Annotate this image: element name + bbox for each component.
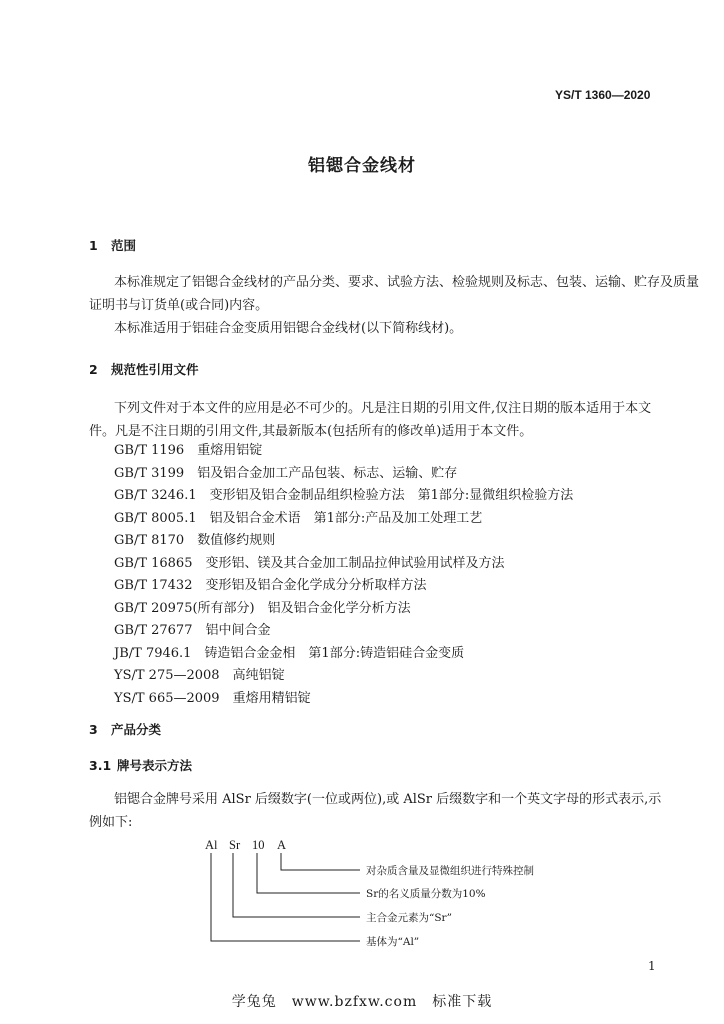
reference-item: GB/T 17432 变形铝及铝合金化学成分分析取样方法 [114, 578, 427, 593]
reference-item: YS/T 275—2008 高纯铝锭 [114, 668, 285, 683]
footer-watermark: 学兔兔 www.bzfxw.com 标准下载 [231, 994, 493, 1010]
reference-item: YS/T 665—2009 重熔用精铝锭 [114, 690, 311, 706]
section-number: 1 [89, 238, 98, 253]
reference-list [114, 440, 573, 710]
document-title: 铝锶合金线材 [308, 156, 416, 176]
page-number: 1 [648, 959, 656, 973]
designation-part-number: 10 [252, 838, 265, 852]
designation-part-letter: A [277, 838, 287, 852]
reference-item: GB/T 8005.1 铝及铝合金术语 第1部分:产品及加工处理工艺 [114, 510, 483, 526]
section-title: 范围 [111, 238, 137, 253]
designation-label-3: 主合金元素为“Sr” [366, 912, 452, 924]
reference-item: GB/T 3246.1 变形铝及铝合金制品组织检验方法 第1部分:显微组织检验方法 [114, 488, 574, 503]
standard-number: YS/T 1360—2020 [555, 88, 651, 102]
connector-line-number [257, 853, 360, 893]
section-number: 2 [89, 362, 98, 377]
reference-item: GB/T 1196 重熔用铝锭 [114, 443, 263, 458]
connector-line-sr [233, 853, 360, 917]
designation-label-1: 对杂质含量及显微组织进行特殊控制 [366, 865, 534, 877]
section-number: 3 [89, 722, 98, 737]
subsection-3-1-para-line-2: 例如下: [89, 815, 133, 830]
section-title: 产品分类 [111, 722, 162, 737]
section-3-heading [89, 720, 161, 738]
designation-part-al: Al [205, 838, 218, 852]
section-2-intro-line-1: 下列文件对于本文件的应用是必不可少的。凡是注日期的引用文件,仅注日期的版本适用于本文 [114, 401, 652, 416]
reference-item: GB/T 27677 铝中间合金 [114, 623, 271, 638]
subsection-3-1-para-line-1: 铝锶合金牌号采用 AlSr 后缀数字(一位或两位),或 AlSr 后缀数字和一个英文字母的形式表示,示 [114, 792, 662, 807]
designation-label-2: Sr的名义质量分数为10% [366, 888, 486, 900]
section-1-para-1-line-2: 证明书与订货单(或合同)内容。 [89, 298, 269, 313]
designation-part-sr: Sr [229, 838, 241, 852]
section-2-heading [89, 360, 199, 378]
section-title: 规范性引用文件 [111, 362, 199, 377]
connector-line-letter [281, 853, 360, 870]
designation-connector-lines [200, 850, 380, 950]
subsection-3-1-heading [89, 756, 192, 774]
reference-item: GB/T 16865 变形铝、镁及其合金加工制品拉伸试验用试样及方法 [114, 555, 505, 571]
section-1-heading [89, 236, 136, 254]
reference-item: GB/T 3199 铝及铝合金加工产品包装、标志、运输、贮存 [114, 465, 458, 481]
subsection-number: 3.1 [89, 758, 112, 773]
section-1-para-1-line-1: 本标准规定了铝锶合金线材的产品分类、要求、试验方法、检验规则及标志、包装、运输、贮存及质量 [114, 275, 700, 290]
designation-label-4: 基体为“Al” [366, 936, 420, 948]
section-1-para-2: 本标准适用于铝硅合金变质用铝锶合金线材(以下简称线材)。 [114, 321, 463, 336]
reference-item: GB/T 20975(所有部分) 铝及铝合金化学分析方法 [114, 600, 411, 616]
subsection-title: 牌号表示方法 [117, 758, 193, 773]
reference-item: JB/T 7946.1 铸造铝合金金相 第1部分:铸造铝硅合金变质 [114, 645, 465, 661]
section-2-intro-line-2: 件。凡是不注日期的引用文件,其最新版本(包括所有的修改单)适用于本文件。 [89, 424, 533, 439]
reference-item: GB/T 8170 数值修约规则 [114, 533, 276, 548]
